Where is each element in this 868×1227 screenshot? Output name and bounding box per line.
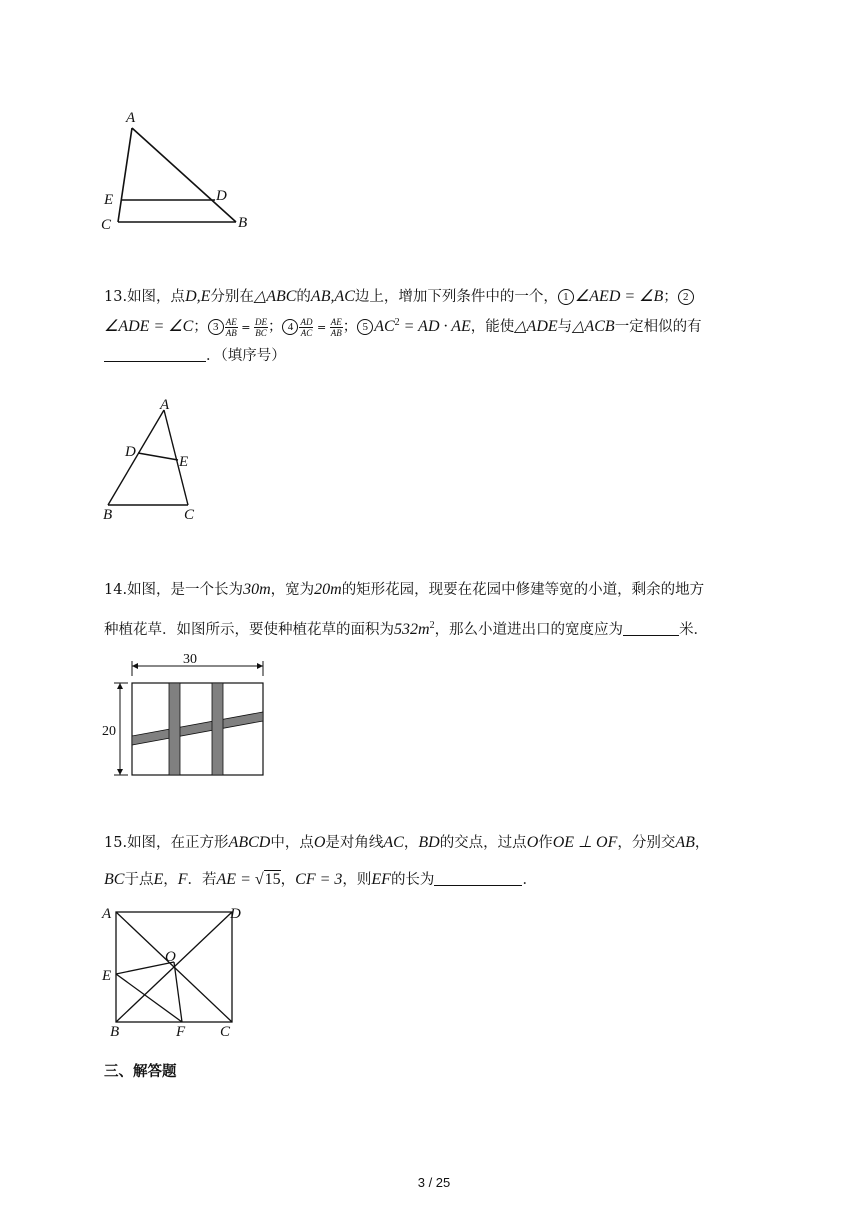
vertex-label-a: A: [160, 397, 170, 413]
math: ABCD: [228, 834, 271, 851]
math: O: [313, 834, 326, 851]
figure-q13-triangle: [98, 398, 208, 524]
answer-blank[interactable]: [623, 619, 679, 636]
denominator: AB: [225, 327, 237, 338]
math: AB,AC: [310, 288, 355, 305]
vertex-label-a: A: [102, 906, 112, 922]
question-number: 15.: [104, 835, 128, 851]
circled-number: 3: [208, 319, 224, 335]
fraction: [299, 317, 313, 338]
math: OE ⊥ OF: [552, 834, 618, 851]
question-number: 13.: [104, 289, 128, 305]
text: ，: [694, 835, 710, 851]
question-number: 14.: [104, 582, 128, 598]
text: ，: [403, 835, 419, 851]
text: 与: [557, 319, 573, 336]
circled-number: 2: [678, 289, 694, 305]
text: 米．: [679, 622, 709, 638]
question-15: [104, 825, 754, 899]
math: EF: [371, 870, 391, 888]
text: 种植花草．如图所示，要使种植花草的面积为: [104, 622, 394, 638]
circled-number: 1: [558, 289, 574, 305]
text: ，能使: [470, 319, 515, 336]
text: ，分别交: [617, 835, 676, 851]
math: BD: [418, 834, 440, 851]
text: 中，点: [270, 835, 314, 851]
math: F: [177, 870, 188, 888]
math: O: [526, 834, 539, 851]
text: 如图，点: [127, 289, 186, 305]
separator: ；: [193, 319, 208, 336]
math: CF = 3: [295, 870, 343, 888]
math: BC: [104, 870, 125, 888]
section-title: 三、解答题: [104, 1063, 177, 1080]
figure-q14-garden: [100, 650, 270, 780]
math: AC: [383, 834, 404, 851]
math: △ACB: [572, 318, 615, 336]
math: E: [153, 870, 164, 888]
text: ，: [163, 871, 178, 888]
text: 作: [538, 835, 553, 851]
fraction: [330, 317, 343, 338]
vertex-label-d: D: [125, 444, 136, 460]
point-label-e: E: [102, 968, 112, 984]
condition-5: AC: [374, 318, 395, 336]
text: 如图，在正方形: [127, 835, 229, 851]
vertex-label-b: B: [110, 1024, 120, 1040]
text: ，则: [342, 871, 372, 888]
text: 的交点，过点: [439, 835, 527, 851]
condition-5-rhs: = AD · AE: [399, 318, 471, 336]
math: 20m: [314, 581, 342, 598]
text: ，: [280, 871, 296, 888]
numerator: AE: [330, 316, 342, 327]
math: AB: [675, 834, 695, 851]
circled-number: 4: [282, 319, 298, 335]
math: △ADE: [514, 318, 558, 336]
math: AE =: [216, 870, 255, 888]
vertex-label-e: E: [104, 192, 114, 208]
sqrt-radicand: 15: [264, 870, 281, 888]
length-label: 30: [183, 652, 197, 667]
text: ，那么小道进出口的宽度应为: [434, 622, 624, 638]
math: △ABC: [253, 288, 297, 305]
vertex-label-b: B: [238, 215, 248, 231]
point-label-f: F: [176, 1024, 186, 1040]
circled-number: 5: [357, 319, 373, 335]
page-number: 3 / 25: [417, 1175, 451, 1190]
vertex-label-b: B: [103, 507, 113, 523]
condition-1: ∠AED = ∠B: [574, 288, 664, 305]
vertex-label-e: E: [179, 454, 189, 470]
width-label: 20: [102, 724, 116, 739]
text: ，宽为: [270, 582, 315, 598]
text: 的: [296, 289, 311, 305]
figure-q15-square: [100, 902, 250, 1040]
text: ．: [522, 871, 537, 888]
vertex-label-c: C: [220, 1024, 231, 1040]
text: 边上，增加下列条件中的一个，: [354, 289, 558, 305]
math: 30m: [243, 581, 271, 598]
sqrt-sign: √: [254, 870, 264, 888]
denominator: BC: [255, 327, 267, 338]
text: 一定相似的有: [614, 319, 702, 336]
condition-2: ∠ADE = ∠C: [104, 318, 194, 336]
text: 是对角线: [325, 835, 384, 851]
vertex-label-d: D: [216, 188, 227, 204]
vertex-label-c: C: [101, 217, 112, 233]
question-14: [104, 570, 754, 650]
math: 532m: [394, 621, 430, 638]
text: 的长为: [390, 871, 435, 888]
separator: ；: [267, 319, 283, 336]
text: 分别在: [210, 289, 254, 305]
numerator: AE: [225, 316, 237, 327]
text: 于点: [124, 871, 154, 888]
vertex-label-d: D: [230, 906, 241, 922]
fraction: [254, 317, 268, 338]
denominator: AC: [300, 327, 313, 338]
answer-blank[interactable]: [104, 345, 206, 362]
answer-blank[interactable]: [434, 869, 522, 886]
text: 如图，是一个长为: [127, 582, 244, 598]
figure-q12-triangle: [96, 108, 266, 238]
vertex-label-a: A: [126, 110, 136, 126]
vertex-label-c: C: [184, 507, 195, 523]
math: D,E: [185, 288, 211, 305]
denominator: AB: [330, 327, 342, 338]
separator: ；: [663, 289, 678, 305]
exponent: 2: [394, 317, 400, 329]
numerator: DE: [254, 316, 267, 327]
text: 的矩形花园，现要在花园中修建等宽的小道，剩余的地方: [341, 582, 705, 598]
text: ．若: [187, 871, 217, 888]
point-label-o: O: [165, 949, 176, 965]
fraction: [225, 317, 238, 338]
exponent: 2: [429, 620, 435, 632]
text: ．（填序号）: [206, 347, 286, 364]
numerator: AD: [300, 316, 313, 327]
question-13: 13.如图，点D,E分别在△ABC的AB,AC边上，增加下列条件中的一个， 1 ∠AED = ∠B； 2 ∠ADE = ∠C； 3 $\frac{AE}{AB}$ = $\frac{DE}{BC}$ ； 4 $\frac{AD}{AC}$ = $\frac{AE}{AB}$ ； 5 $AC^2$ = AD · AE，能使△ADE与△ACB一定相似的有 ．（填序号）: [104, 288, 702, 364]
separator: ；: [342, 319, 358, 336]
